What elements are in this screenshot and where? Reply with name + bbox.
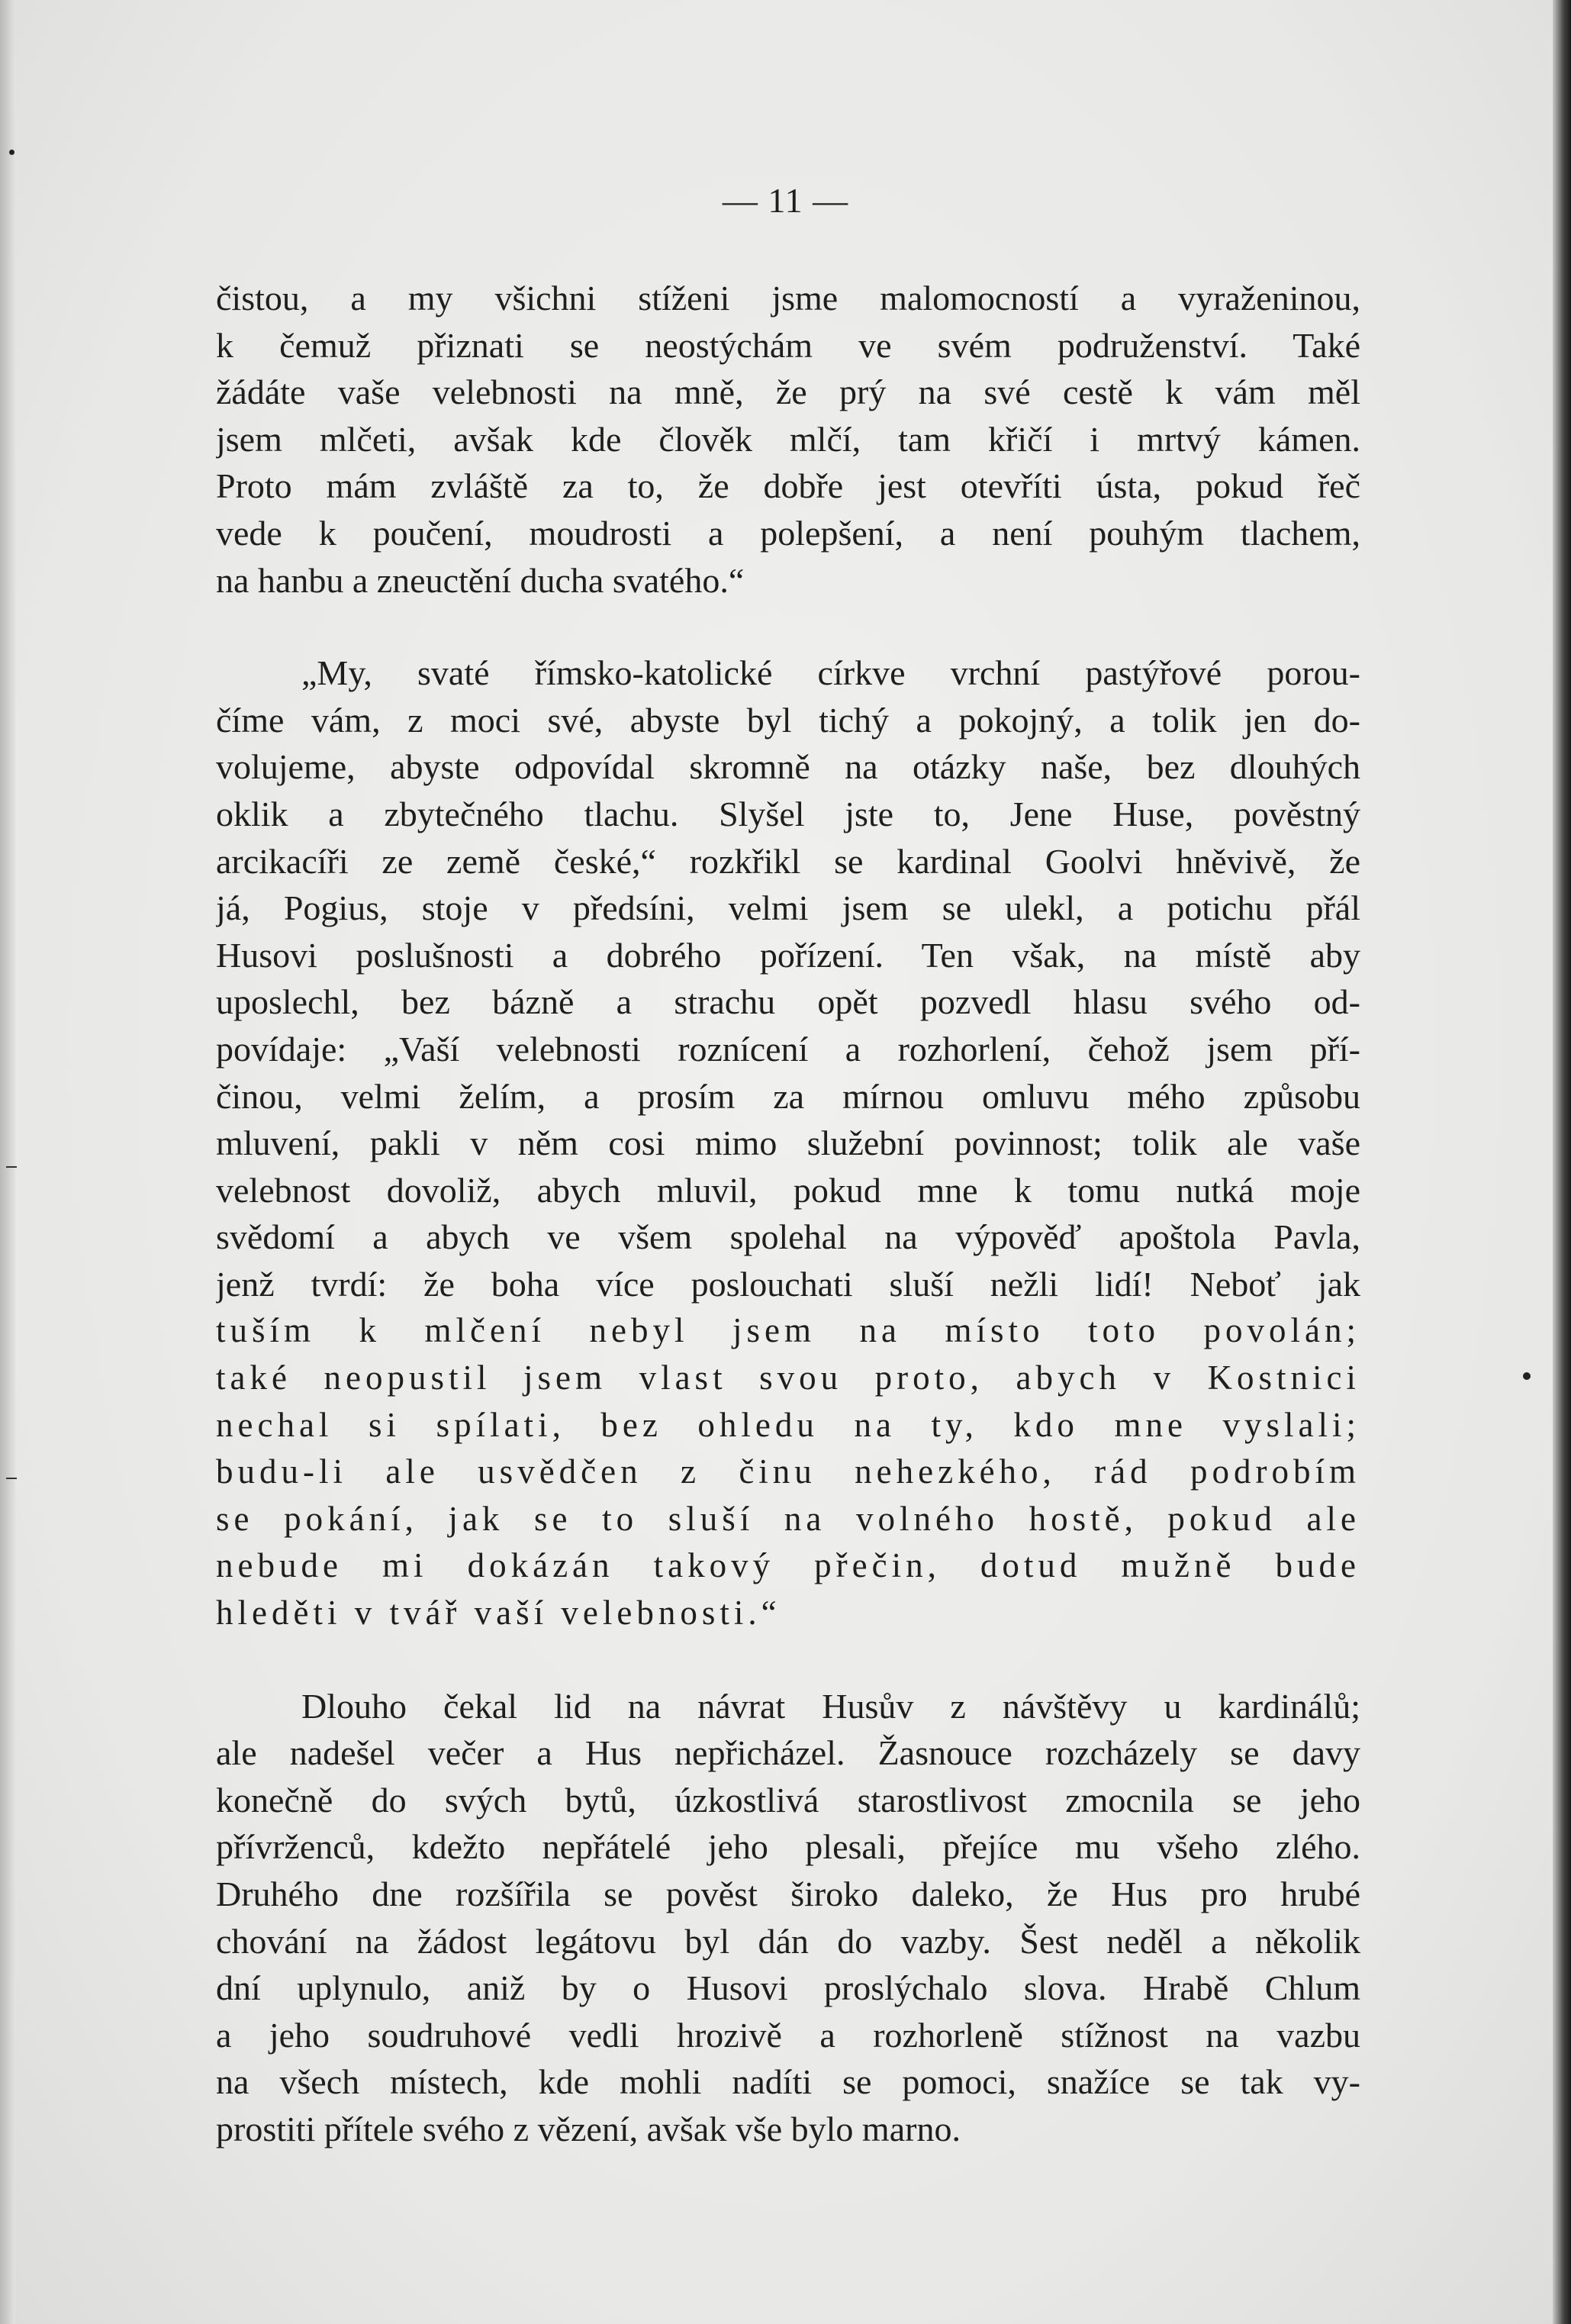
text-line: dní uplynulo, aniž by o Husovi proslýchalo slova. Hrabě Chlum bbox=[216, 1968, 1360, 2008]
text-line: prostiti přítele svého z vězení, avšak vše bylo marno. bbox=[216, 2109, 961, 2148]
text-line: Husovi poslušnosti a dobrého pořízení. Ten však, na místě aby bbox=[216, 935, 1360, 975]
text-line-spaced: nechal si spílati, bez ohledu na ty, kdo mne vyslali; bbox=[216, 1405, 1360, 1444]
text-line: svědomí a abych ve všem spolehal na výpověď apoštola Pavla, bbox=[216, 1217, 1360, 1257]
text-line: arcikacíři ze země české,“ rozkřikl se kardinal Goolvi hněvivě, že bbox=[216, 841, 1360, 881]
paragraph bbox=[216, 1683, 1360, 2153]
text-line-spaced: tuším k mlčení nebyl jsem na místo toto povolán; bbox=[216, 1311, 1360, 1350]
text-line: „My, svaté římsko-katolické církve vrchní pastýřové porou- bbox=[301, 653, 1360, 693]
text-line: velebnost dovoliž, abych mluvil, pokud mne k tomu nutká moje bbox=[216, 1170, 1360, 1210]
text-line: já, Pogius, stoje v předsíni, velmi jsem se ulekl, a potichu přál bbox=[216, 888, 1360, 928]
margin-dot bbox=[9, 150, 14, 155]
paragraph bbox=[216, 649, 1360, 1636]
text-line: Druhého dne rozšířila se pověst široko daleko, že Hus pro hrubé bbox=[216, 1874, 1360, 1913]
text-line: Dlouho čekal lid na návrat Husův z návštěvy u kardinálů; bbox=[301, 1686, 1360, 1726]
margin-dot bbox=[1523, 1372, 1531, 1380]
text-line: jsem mlčeti, avšak kde člověk mlčí, tam křičí i mrtvý kámen. bbox=[216, 419, 1360, 459]
text-line: jenž tvrdí: že boha více poslouchati sluší nežli lidí! Neboť jak bbox=[216, 1264, 1360, 1304]
text-line: činou, velmi želím, a prosím za mírnou omluvu mého způsobu bbox=[216, 1076, 1360, 1116]
page-number: — 11 — bbox=[722, 181, 849, 220]
text-line: a jeho soudruhové vedli hrozivě a rozhorleně stížnost na vazbu bbox=[216, 2015, 1360, 2055]
text-line: oklik a zbytečného tlachu. Slyšel jste to, Jene Huse, pověstný bbox=[216, 794, 1360, 833]
margin-mark bbox=[6, 1166, 17, 1168]
text-line-spaced: nebude mi dokázán takový přečin, dotud mužně bude bbox=[216, 1546, 1360, 1585]
text-line-spaced: také neopustil jsem vlast svou proto, abych v Kostnici bbox=[216, 1359, 1360, 1397]
body-text bbox=[216, 275, 1360, 2153]
margin-mark bbox=[6, 1478, 17, 1479]
text-line: na všech místech, kde mohli nadíti se pomoci, snažíce se tak vy- bbox=[216, 2062, 1360, 2102]
text-line: k čemuž přiznati se neostýchám ve svém podruženství. Také bbox=[216, 325, 1360, 365]
text-line: mluvení, pakli v něm cosi mimo služební povinnost; tolik ale vaše bbox=[216, 1123, 1360, 1163]
text-line-spaced: se pokání, jak se to sluší na volného hostě, pokud ale bbox=[216, 1499, 1360, 1538]
page-right-edge bbox=[1553, 0, 1571, 2324]
text-line-spaced: hleděti v tvář vaší velebnosti.“ bbox=[216, 1594, 781, 1633]
page-left-edge bbox=[0, 0, 15, 2324]
text-line: vede k poučení, moudrosti a polepšení, a není pouhým tlachem, bbox=[216, 513, 1360, 553]
text-line: přívrženců, kdežto nepřátelé jeho plesali, přejíce mu všeho zlého. bbox=[216, 1827, 1360, 1867]
text-line: chování na žádost legátovu byl dán do vazby. Šest neděl a několik bbox=[216, 1921, 1360, 1961]
text-line: Proto mám zvláště za to, že dobře jest otevříti ústa, pokud řeč bbox=[216, 466, 1360, 506]
text-line: čistou, a my všichni stíženi jsme malomocností a vyraženinou, bbox=[216, 279, 1360, 317]
text-line: povídaje: „Vaší velebnosti roznícení a rozhorlení, čehož jsem pří- bbox=[216, 1029, 1360, 1069]
text-line: na hanbu a zneuctění ducha svatého.“ bbox=[216, 560, 745, 600]
text-line-spaced: budu-li ale usvědčen z činu nehezkého, rád podrobím bbox=[216, 1452, 1360, 1491]
paragraph bbox=[216, 275, 1360, 604]
text-line: uposlechl, bez bázně a strachu opět pozvedl hlasu svého od- bbox=[216, 982, 1360, 1022]
text-line: konečně do svých bytů, úzkostlivá starostlivost zmocnila se jeho bbox=[216, 1780, 1360, 1820]
text-line: žádáte vaše velebnosti na mně, že prý na své cestě k vám měl bbox=[216, 372, 1360, 412]
text-line: ale nadešel večer a Hus nepřicházel. Žasnouce rozcházely se davy bbox=[216, 1733, 1360, 1773]
text-line: číme vám, z moci své, abyste byl tichý a pokojný, a tolik jen do- bbox=[216, 700, 1360, 740]
text-line: volujeme, abyste odpovídal skromně na otázky naše, bez dlouhých bbox=[216, 747, 1360, 787]
